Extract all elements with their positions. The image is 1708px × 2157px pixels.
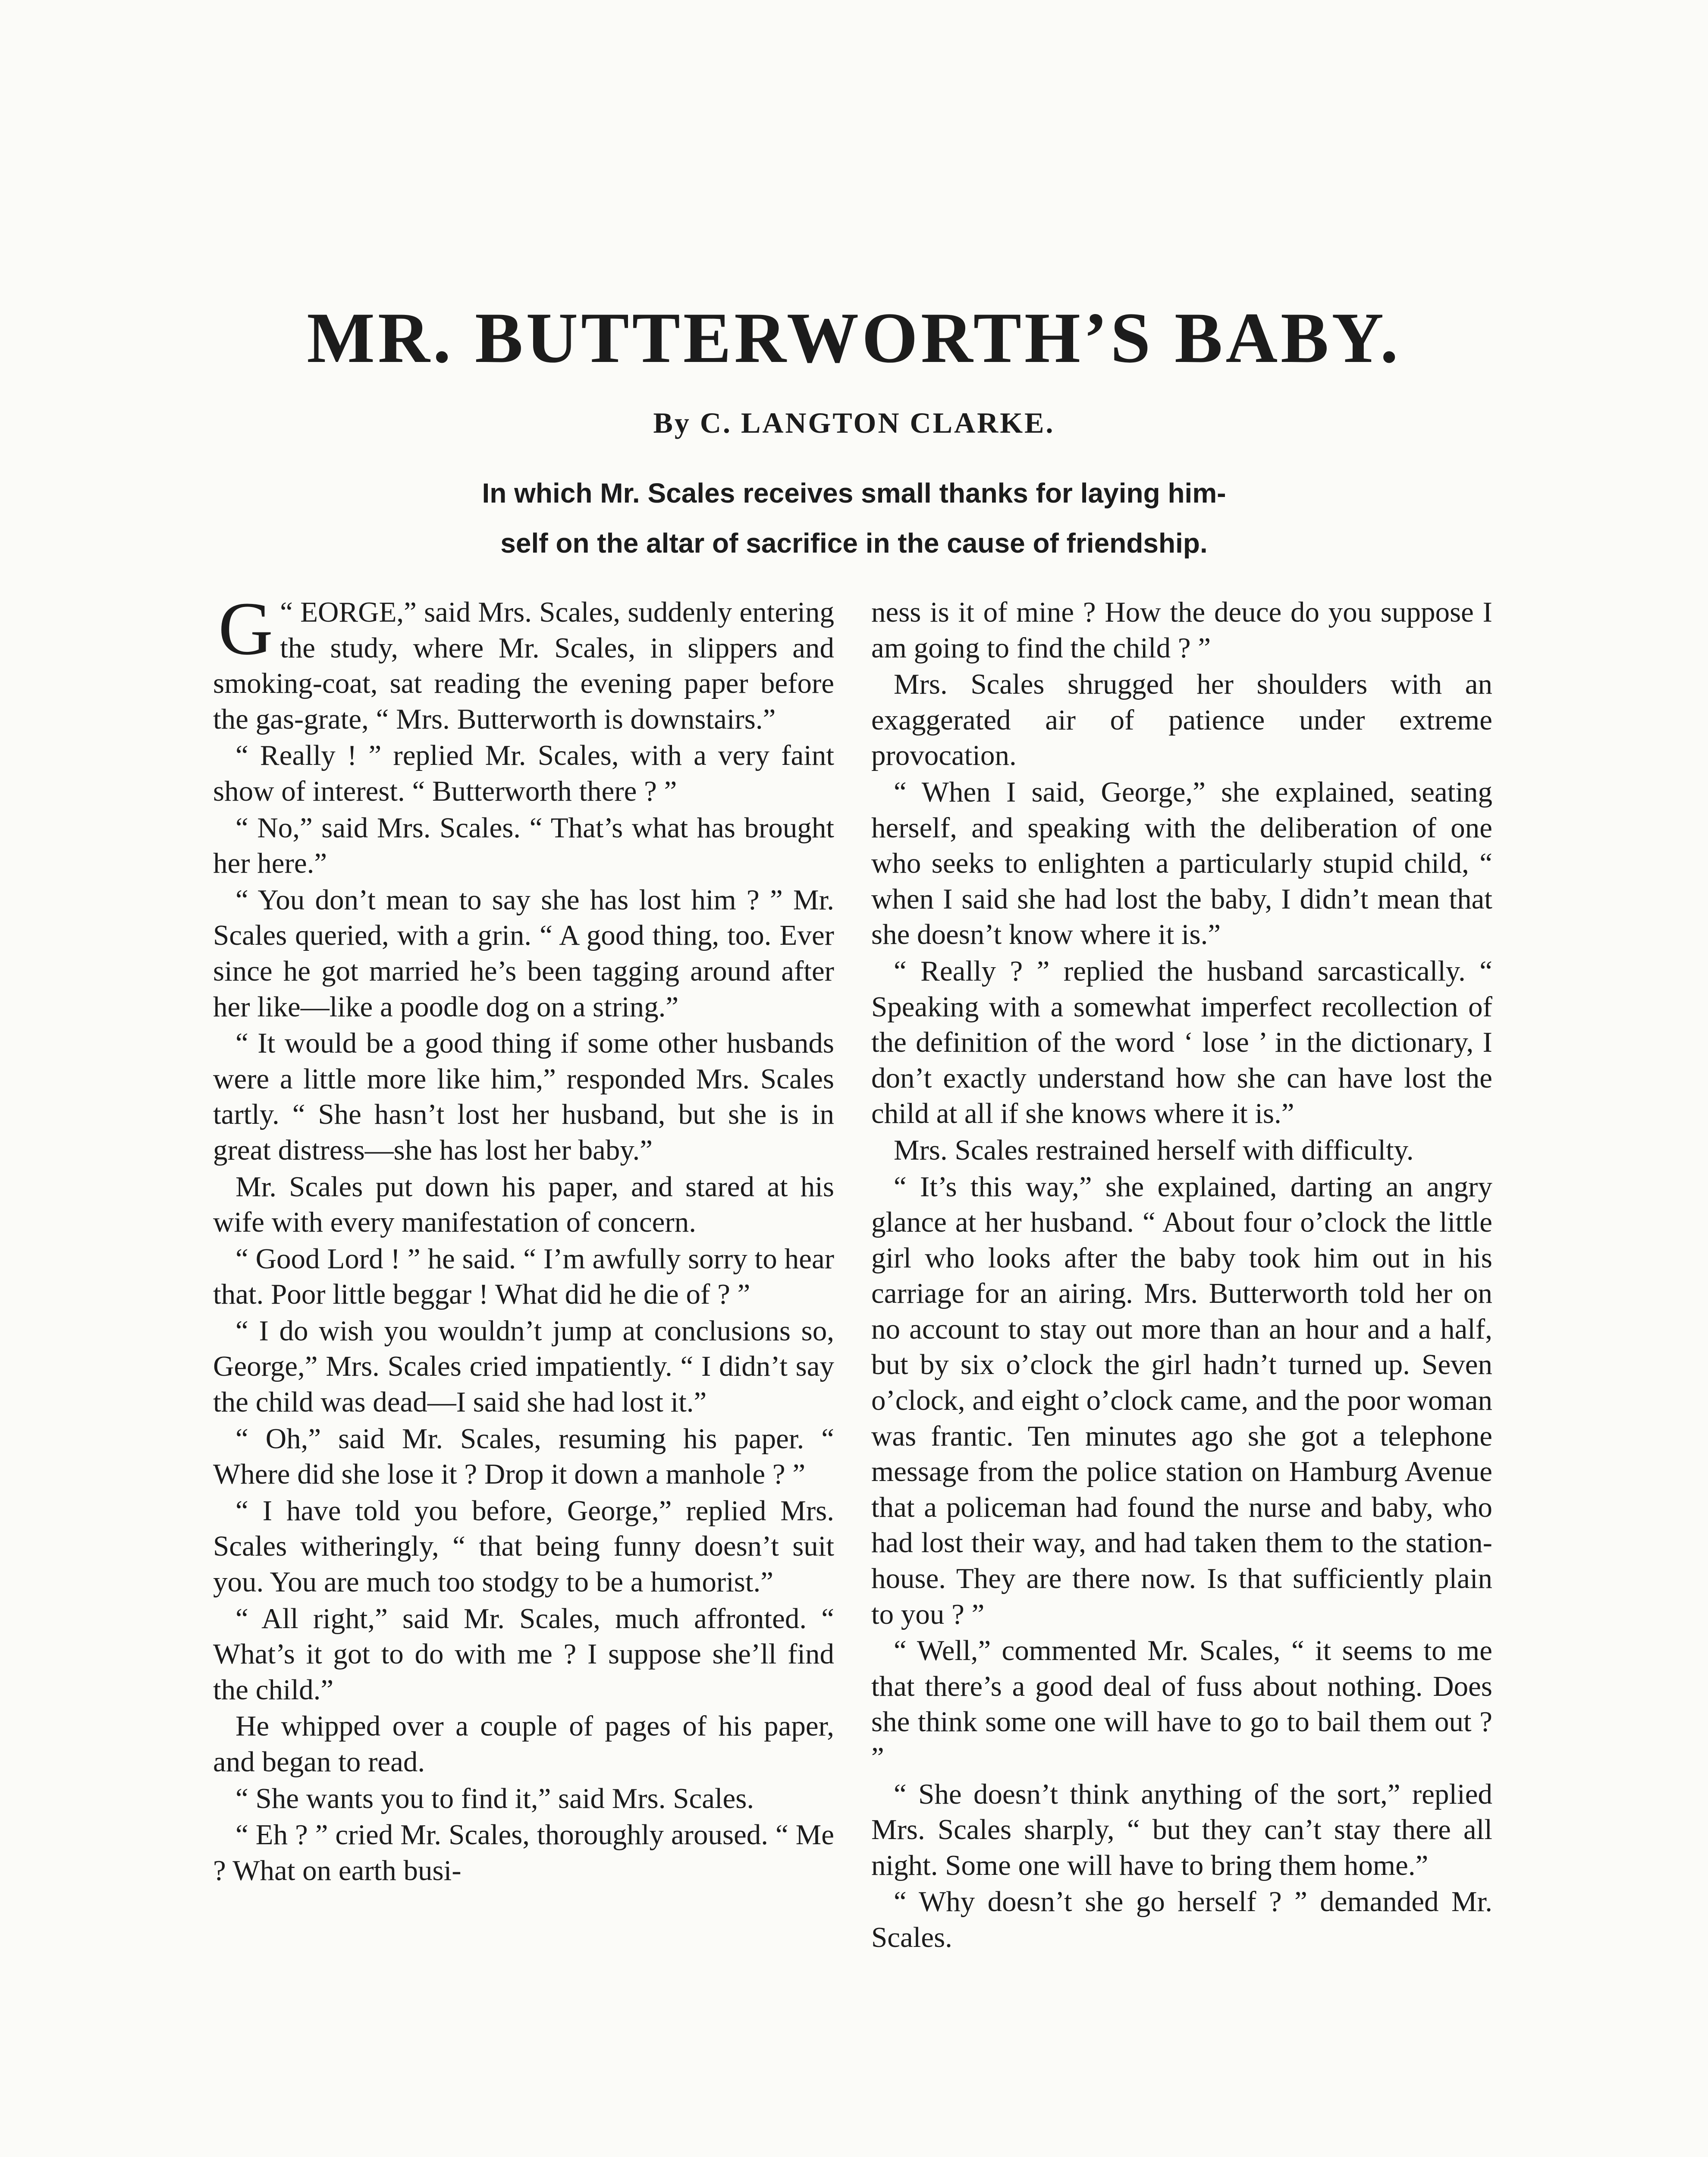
paragraph: “ She doesn’t think anything of the sort,” replied Mrs. Scales sharply, “ but they can’t stay there all night. Some one will have to bring them home.” [871, 1778, 1492, 1881]
paragraph: “ I do wish you wouldn’t jump at conclusions so, George,” Mrs. Scales cried impatiently. “ I didn’t say the child was dead—I said she had lost it.” [213, 1314, 834, 1418]
article-title: MR. BUTTERWORTH’S BABY. [307, 298, 1401, 378]
paragraph: “ She wants you to find it,” said Mrs. Scales. [235, 1782, 754, 1814]
paragraph: “ Really ! ” replied Mr. Scales, with a very faint show of interest. “ Butterworth there ? ” [213, 739, 834, 807]
deck-line: In which Mr. Scales receives small thanks for laying him- [482, 478, 1226, 509]
paragraph-text: “ EORGE,” said Mrs. Scales, suddenly entering the study, where Mr. Scales, in slippers and smoking-coat, sat reading the evening paper before the gas-grate, “ Mrs. Butterworth is downstairs.” [213, 596, 834, 735]
paragraph: “ Why doesn’t she go herself ? ” demanded Mr. Scales. [871, 1886, 1492, 1953]
author-byline: By C. LANGTON CLARKE. [653, 406, 1055, 439]
paragraph: “ Really ? ” replied the husband sarcastically. “ Speaking with a somewhat imperfect recollection of the definition of the word ‘ lose ’ in the dictionary, I don’t exactly understand how she can have lost the child at all if she knows where it is.” [871, 955, 1492, 1130]
paragraph: “ All right,” said Mr. Scales, much affronted. “ What’s it got to do with me ? I suppose she’ll find the child.” [213, 1602, 834, 1706]
paragraph: “ Eh ? ” cried Mr. Scales, thoroughly aroused. “ Me ? What on earth busi- [213, 1819, 834, 1887]
paragraph: He whipped over a couple of pages of his paper, and began to read. [213, 1710, 834, 1778]
paragraph: Mrs. Scales restrained herself with difficulty. [894, 1134, 1414, 1166]
paragraph: Mrs. Scales shrugged her shoulders with an exaggerated air of patience under extreme provocation. [871, 668, 1492, 772]
paragraph: “ When I said, George,” she explained, seating herself, and speaking with the deliberation of one who seeks to enlighten a particularly stupid child, “ when I said she had lost the baby, I didn’t mean that she doesn’t know where it is.” [871, 776, 1492, 951]
article-deck [431, 468, 1277, 568]
paragraph: ness is it of mine ? How the deuce do you suppose I am going to find the child ? ” [871, 596, 1492, 664]
deck-line: self on the altar of sacrifice in the cause of friendship. [500, 528, 1208, 559]
paragraph: “ No,” said Mrs. Scales. “ That’s what has brought her here.” [213, 811, 834, 880]
paragraph: “ Good Lord ! ” he said. “ I’m awfully sorry to hear that. Poor little beggar ! What did he die of ? ” [213, 1242, 834, 1311]
right-column [871, 594, 1492, 1956]
paragraph: Mr. Scales put down his paper, and stared at his wife with every manifestation of concern. [213, 1170, 834, 1239]
paragraph: “ You don’t mean to say she has lost him ? ” Mr. Scales queried, with a grin. “ A good thing, too. Ever since he got married he’s been tagging around after her like—like a poodle dog on a string.” [213, 884, 834, 1023]
left-column [213, 587, 834, 1889]
paragraph: “ It would be a good thing if some other husbands were a little more like him,” responded Mrs. Scales tartly. “ She hasn’t lost her husband, but she is in great distress—she has lost her baby.” [213, 1027, 834, 1166]
paragraph: “ Well,” commented Mr. Scales, “ it seems to me that there’s a good deal of fuss about nothing. Does she think some one will have to go to bail them out ? ” [871, 1635, 1492, 1773]
paragraph: “ I have told you before, George,” replied Mrs. Scales witheringly, “ that being funny doesn’t suit you. You are much too stodgy to be a humorist.” [213, 1494, 834, 1598]
paragraph [213, 587, 834, 737]
paragraph: “ It’s this way,” she explained, darting an angry glance at her husband. “ About four o’clock the little girl who looks after the baby took him out in his carriage for an airing. Mrs. Butterworth told her on no account to stay out more than an hour and a half, but by six o’clock the girl hadn’t turned up. Seven o’clock, and eight o’clock came, and the poor woman was frantic. Ten minutes ago she got a telephone message from the police station on Hamburg Avenue that a policeman had found the nurse and baby, who had lost their way, and had taken them to the station-house. They are there now. Is that sufficiently plain to you ? ” [871, 1170, 1492, 1630]
drop-cap: G [218, 587, 273, 671]
paragraph: “ Oh,” said Mr. Scales, resuming his paper. “ Where did she lose it ? Drop it down a manhole ? ” [213, 1422, 834, 1490]
